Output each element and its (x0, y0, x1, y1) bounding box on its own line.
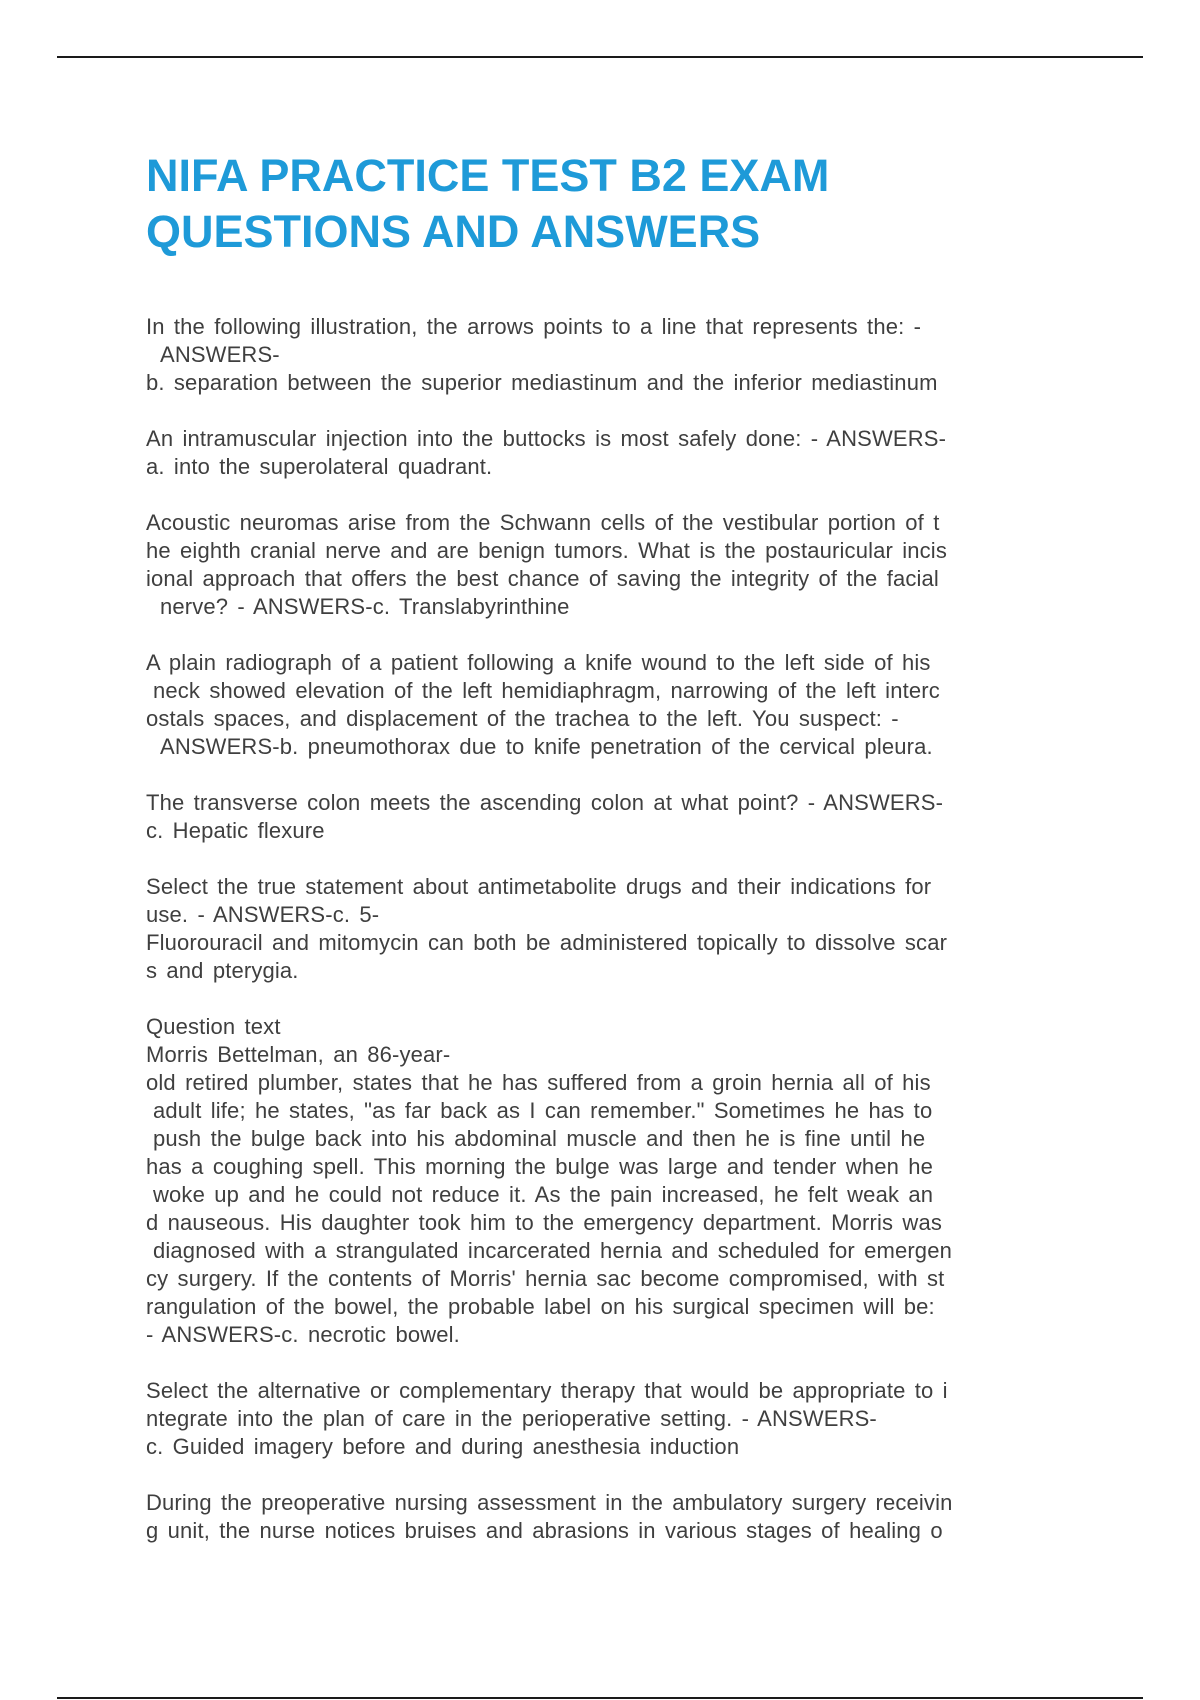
text-line: s and pterygia. (146, 958, 299, 983)
text-line: ostals spaces, and displacement of the trachea to the left. You suspect: - (146, 706, 899, 731)
text-line: Morris Bettelman, an 86-year- (146, 1042, 451, 1067)
text-line: In the following illustration, the arrows points to a line that represents the: - (146, 314, 922, 339)
title-line-2: QUESTIONS AND ANSWERS (146, 206, 761, 257)
text-line: c. Guided imagery before and during anesthesia induction (146, 1434, 740, 1459)
text-line: b. separation between the superior mediastinum and the inferior mediastinum (146, 370, 938, 395)
qa-item-6 (146, 873, 1056, 985)
text-line: has a coughing spell. This morning the bulge was large and tender when he (146, 1154, 934, 1179)
top-rule (57, 56, 1143, 58)
text-line: Fluorouracil and mitomycin can both be administered topically to dissolve scar (146, 930, 948, 955)
text-line: Select the true statement about antimetabolite drugs and their indications for (146, 874, 932, 899)
text-line: Select the alternative or complementary therapy that would be appropriate to i (146, 1378, 948, 1403)
text-line: A plain radiograph of a patient following a knife wound to the left side of his (146, 650, 931, 675)
text-line: rangulation of the bowel, the probable label on his surgical specimen will be: (146, 1294, 935, 1319)
text-line: push the bulge back into his abdominal muscle and then he is fine until he (153, 1126, 926, 1151)
text-line: ANSWERS-b. pneumothorax due to knife penetration of the cervical pleura. (160, 734, 933, 759)
text-line: a. into the superolateral quadrant. (146, 454, 493, 479)
qa-item-5 (146, 789, 1056, 845)
text-line: ntegrate into the plan of care in the perioperative setting. - ANSWERS- (146, 1406, 877, 1431)
qa-item-3 (146, 509, 1056, 621)
qa-item-9 (146, 1489, 1056, 1545)
text-line: g unit, the nurse notices bruises and abrasions in various stages of healing o (146, 1518, 943, 1543)
text-line: ANSWERS- (160, 342, 280, 367)
text-line: Acoustic neuromas arise from the Schwann cells of the vestibular portion of t (146, 510, 940, 535)
text-line: nerve? - ANSWERS-c. Translabyrinthine (160, 594, 570, 619)
bottom-rule (57, 1697, 1143, 1699)
document-title (146, 148, 1106, 260)
text-line: woke up and he could not reduce it. As the pain increased, he felt weak an (153, 1182, 934, 1207)
qa-item-7 (146, 1013, 1056, 1349)
text-line: - ANSWERS-c. necrotic bowel. (146, 1322, 460, 1347)
qa-item-8 (146, 1377, 1056, 1461)
text-line: An intramuscular injection into the buttocks is most safely done: - ANSWERS- (146, 426, 947, 451)
qa-item-4 (146, 649, 1056, 761)
text-line: d nauseous. His daughter took him to the emergency department. Morris was (146, 1210, 942, 1235)
text-line: neck showed elevation of the left hemidiaphragm, narrowing of the left interc (153, 678, 940, 703)
text-line: adult life; he states, "as far back as I can remember." Sometimes he has to (153, 1098, 933, 1123)
document-body (146, 313, 1056, 1573)
text-line: old retired plumber, states that he has suffered from a groin hernia all of his (146, 1070, 931, 1095)
text-line: The transverse colon meets the ascending colon at what point? - ANSWERS- (146, 790, 944, 815)
text-line: diagnosed with a strangulated incarcerated hernia and scheduled for emergen (153, 1238, 952, 1263)
qa-item-1 (146, 313, 1056, 397)
text-line: cy surgery. If the contents of Morris' hernia sac become compromised, with st (146, 1266, 945, 1291)
text-line: c. Hepatic flexure (146, 818, 325, 843)
title-line-1: NIFA PRACTICE TEST B2 EXAM (146, 150, 830, 201)
text-line: use. - ANSWERS-c. 5- (146, 902, 380, 927)
text-line: During the preoperative nursing assessment in the ambulatory surgery receivin (146, 1490, 953, 1515)
text-line: ional approach that offers the best chance of saving the integrity of the facial (146, 566, 939, 591)
text-line: Question text (146, 1014, 281, 1039)
text-line: he eighth cranial nerve and are benign tumors. What is the postauricular incis (146, 538, 947, 563)
qa-item-2 (146, 425, 1056, 481)
